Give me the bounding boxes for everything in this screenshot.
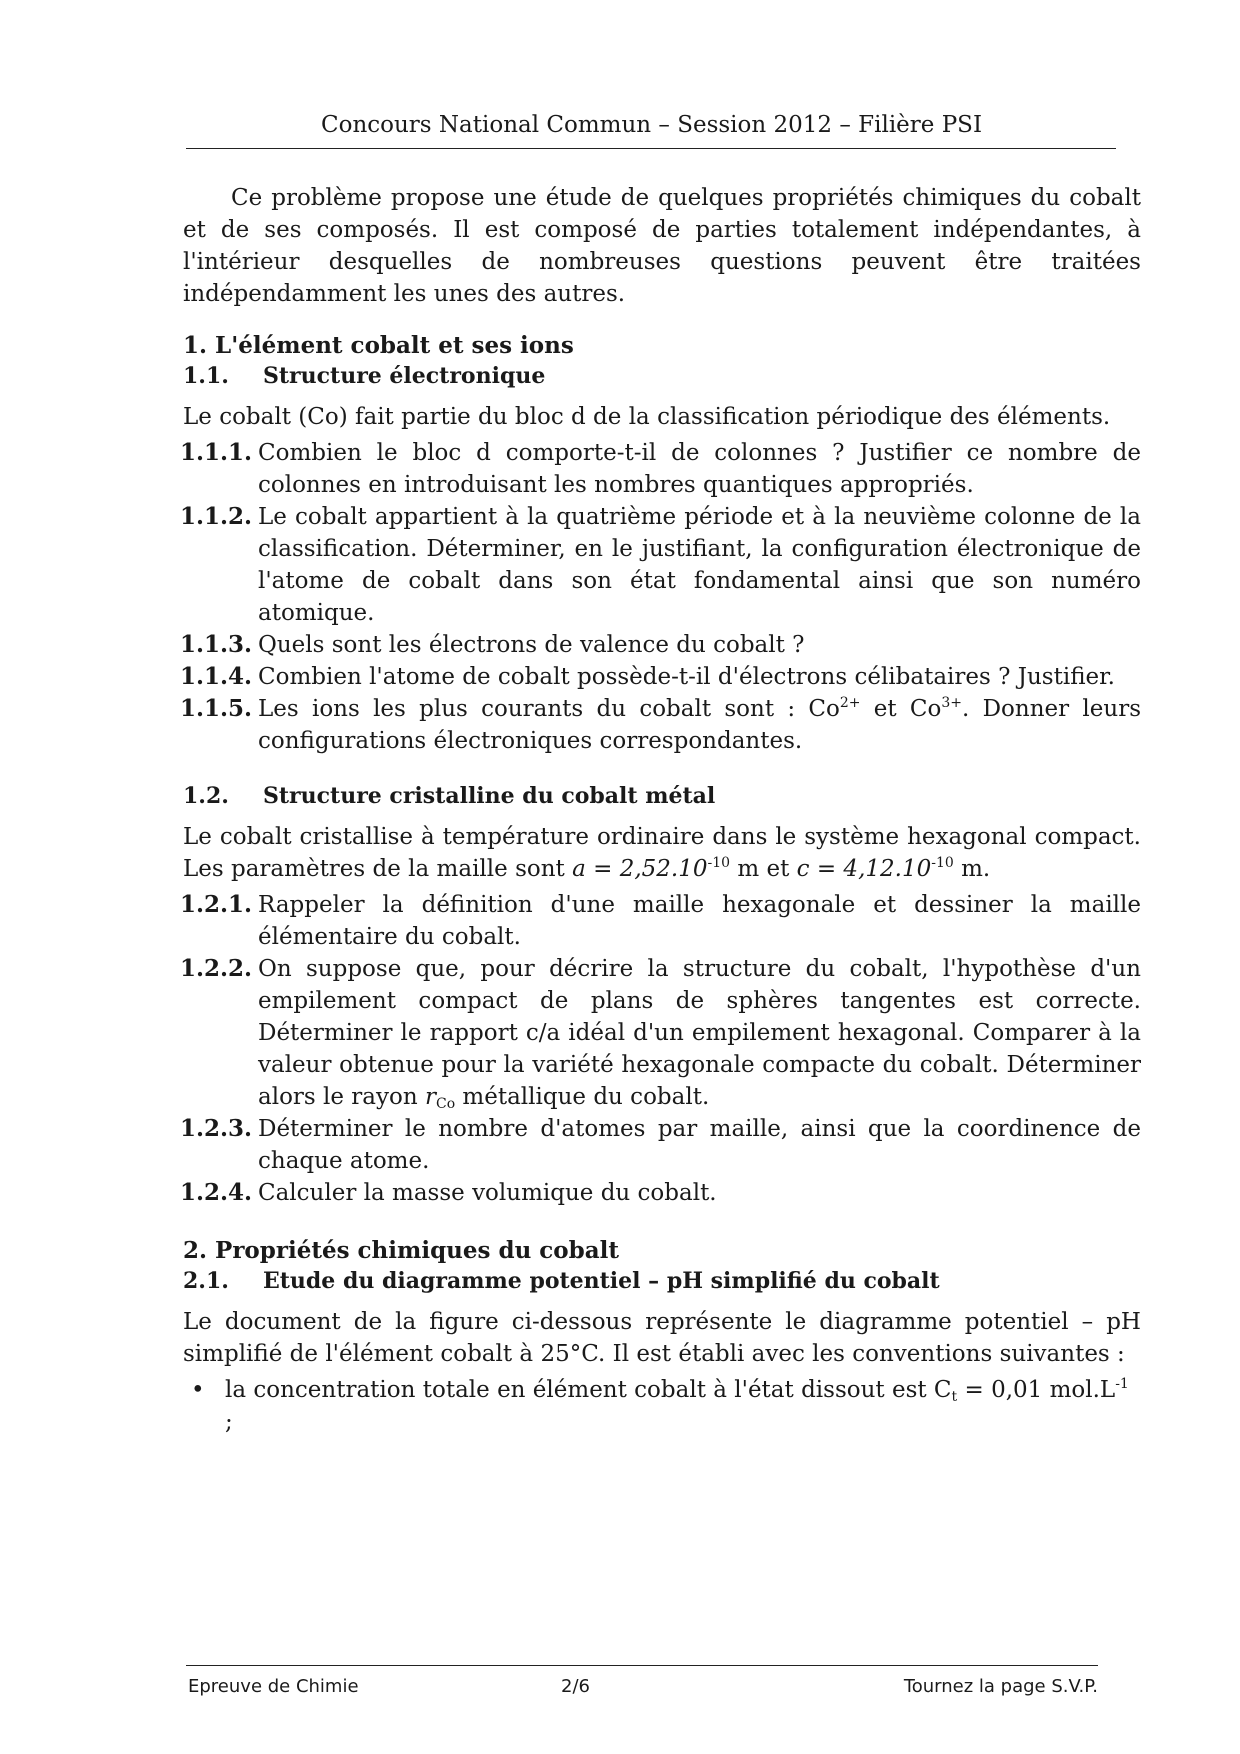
question-text: et Co <box>860 696 942 722</box>
section-2-title: 2. Propriétés chimiques du cobalt <box>183 1237 619 1264</box>
question-text: Le cobalt appartient à la quatrième période et à la neuvième colonne de la classification. Déterminer, en le justifiant, la configuration électronique de l'atome de cobalt dans son état fondamental ainsi que son numéro atomique. <box>258 504 1141 626</box>
section-1-1-heading <box>183 363 1141 389</box>
question-text: Quels sont les électrons de valence du cobalt ? <box>258 632 805 658</box>
question-number: 1.1.4. <box>180 663 253 690</box>
question-1-2-4 <box>180 1177 1141 1209</box>
section-2-1-title: Etude du diagramme potentiel – pH simplifié du cobalt <box>263 1268 940 1294</box>
question-1-2-1 <box>180 889 1141 953</box>
question-text: . Donner leurs configurations électroniques correspondantes. <box>258 696 1141 754</box>
charge-superscript: 3+ <box>941 695 963 711</box>
unit-exponent: -1 <box>1115 1376 1129 1392</box>
list-item-text: = 0,01 mol.L <box>957 1377 1116 1403</box>
section-2-1-text: Le document de la figure ci-dessous représente le diagramme potentiel – pH simplifié de l'élément cobalt à 25°C. Il est établi avec les conventions suivantes : <box>183 1309 1141 1367</box>
section-1-2-text-c: m. <box>953 856 991 882</box>
question-1-1-1 <box>180 437 1141 501</box>
question-1-2-3 <box>180 1113 1141 1177</box>
param-a: a = 2,52.10 <box>572 856 708 882</box>
charge-superscript: 2+ <box>839 695 861 711</box>
question-number: 1.2.4. <box>180 1179 253 1206</box>
section-1-2-text-a: Le cobalt cristallise à température ordinaire dans le système hexagonal compact. Les paramètres de la maille sont <box>183 824 1141 882</box>
question-text: On suppose que, pour décrire la structure du cobalt, l'hypothèse d'un empilement compact de plans de sphères tangentes est correcte. Déterminer le rapport c/a idéal d'un empilement hexagonal. Comparer à la valeur obtenue pour la variété hexagonale compacte du cobalt. Déterminer alors le rayon <box>258 956 1141 1110</box>
section-1-2-title: Structure cristalline du cobalt métal <box>263 783 716 809</box>
question-1-1-2 <box>180 501 1141 629</box>
page-footer <box>186 1665 1098 1697</box>
question-text: Calculer la masse volumique du cobalt. <box>258 1180 717 1206</box>
section-1-1-title: Structure électronique <box>263 363 546 389</box>
question-1-2-2 <box>180 953 1141 1113</box>
section-1-2-number: 1.2. <box>183 783 229 809</box>
section-1-2-text-b: m et <box>730 856 797 882</box>
question-1-1-3 <box>180 629 1141 661</box>
section-1-1-text: Le cobalt (Co) fait partie du bloc d de la classification périodique des éléments. <box>183 404 1111 430</box>
list-item-text: ; <box>225 1409 233 1435</box>
bullet-icon: • <box>191 1377 205 1403</box>
question-number: 1.2.3. <box>180 1115 253 1142</box>
footer-subject: Epreuve de Chimie <box>188 1676 359 1697</box>
radius-subscript: Co <box>435 1096 456 1112</box>
header-title: Concours National Commun – Session 2012 – Filière PSI <box>321 112 983 138</box>
param-a-exponent: -10 <box>707 855 731 871</box>
question-number: 1.1.2. <box>180 503 253 530</box>
page-content <box>180 182 1141 1438</box>
section-1-2-heading <box>183 783 1141 809</box>
section-1-2-text <box>183 821 1141 885</box>
list-item <box>183 1374 1141 1438</box>
concentration-subscript: t <box>951 1389 958 1405</box>
radius-symbol: r <box>424 1084 436 1110</box>
question-text: Combien l'atome de cobalt possède-t-il d'électrons célibataires ? Justifier. <box>258 664 1115 690</box>
question-1-1-5 <box>180 693 1141 757</box>
footer-turn-page: Tournez la page S.V.P. <box>903 1676 1098 1697</box>
question-number: 1.2.2. <box>180 955 253 982</box>
question-number: 1.2.1. <box>180 891 253 918</box>
param-c: c = 4,12.10 <box>796 856 932 882</box>
section-1-title: 1. L'élément cobalt et ses ions <box>183 332 574 359</box>
question-number: 1.1.3. <box>180 631 253 658</box>
param-c-exponent: -10 <box>931 855 954 871</box>
footer-page-number: 2/6 <box>561 1676 590 1697</box>
question-text: Déterminer le nombre d'atomes par maille, ainsi que la coordinence de chaque atome. <box>258 1116 1141 1174</box>
question-text: métallique du cobalt. <box>455 1084 710 1110</box>
section-1-1-number: 1.1. <box>183 363 229 389</box>
section-2-1-heading <box>183 1268 1141 1294</box>
section-2-1-number: 2.1. <box>183 1268 229 1294</box>
list-item-text: la concentration totale en élément cobalt à l'état dissout est C <box>225 1377 952 1403</box>
question-1-1-4 <box>180 661 1141 693</box>
intro-paragraph: Ce problème propose une étude de quelques propriétés chimiques du cobalt et de ses composés. Il est composé de parties totalement indépendantes, à l'intérieur desquelles de nombreuses questions peuvent être traitées indépendamment les unes des autres. <box>183 185 1141 307</box>
question-text: Les ions les plus courants du cobalt sont : Co <box>258 696 840 722</box>
question-number: 1.1.1. <box>180 439 253 466</box>
question-text: Combien le bloc d comporte-t-il de colonnes ? Justifier ce nombre de colonnes en introduisant les nombres quantiques appropriés. <box>258 440 1141 498</box>
question-number: 1.1.5. <box>180 695 253 722</box>
question-text: Rappeler la définition d'une maille hexagonale et dessiner la maille élémentaire du cobalt. <box>258 892 1141 950</box>
page-header <box>186 108 1116 149</box>
